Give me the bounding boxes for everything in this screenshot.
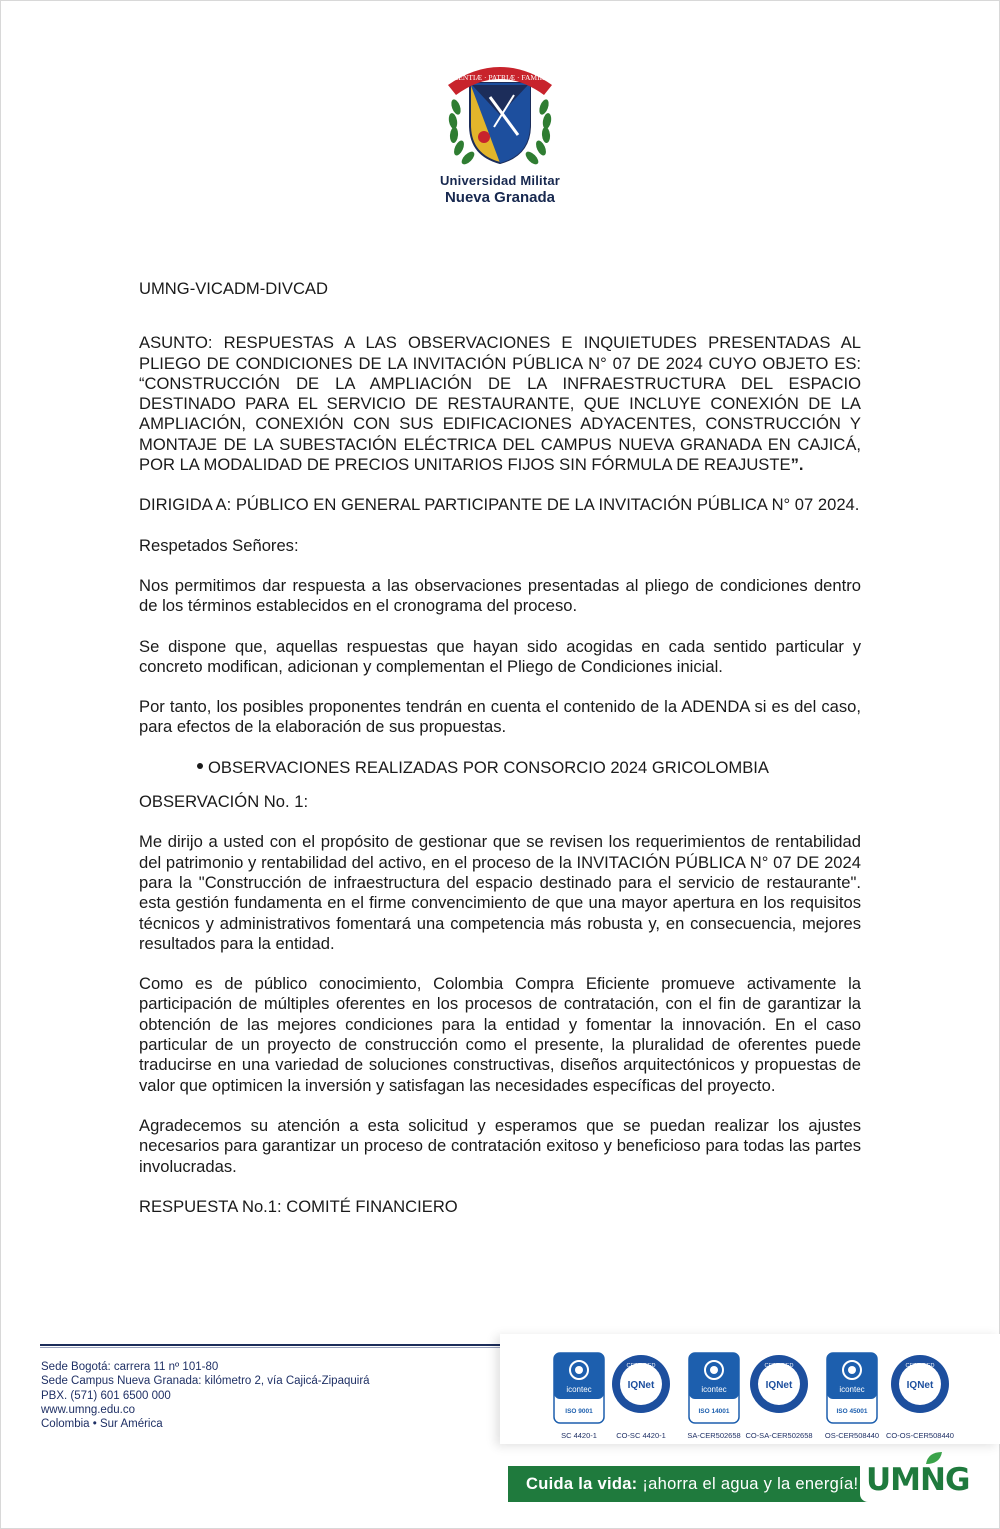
cert-code: CO-SC 4420-1 bbox=[616, 1431, 666, 1440]
slogan-bold: Cuida la vida: bbox=[526, 1475, 638, 1493]
svg-text:ISO 9001: ISO 9001 bbox=[565, 1408, 593, 1415]
address-line: PBX. (571) 601 6500 000 bbox=[41, 1389, 171, 1402]
subject-close: ”. bbox=[790, 455, 804, 475]
icontec-iso45001-badge-icon bbox=[826, 1352, 878, 1424]
paragraph-1: Nos permitimos dar respuesta a las observaciones presentadas al pliego de condiciones dentro de los términos establecidos en el cronograma del proceso. bbox=[139, 575, 861, 616]
website-link[interactable]: www.umng.edu.co bbox=[41, 1403, 135, 1416]
addressed-to: DIRIGIDA A: PÚBLICO EN GENERAL PARTICIPANTE DE LA INVITACIÓN PÚBLICA N° 07 2024. bbox=[139, 495, 860, 515]
cert-code: SC 4420-1 bbox=[561, 1431, 597, 1440]
svg-text:CERTIFIED: CERTIFIED bbox=[905, 1363, 935, 1369]
observation-paragraph-2: Como es de público conocimiento, Colombia Compra Eficiente promueve activamente la participación de múltiples oferentes en los procesos de contratación, con el fin de garantizar la obtención de las mejores condiciones para la entidad y fomentar la innovación. En el caso particular de un proyecto de construcción como el presente, la pluralidad de oferentes puede traducirse en una variedad de soluciones constructivas, diseños arquitectónicos y propuestas de valor que optimicen la inversión y satisfagan las necesidades específicas del proyecto. bbox=[139, 974, 861, 1095]
svg-text:CERTIFIED: CERTIFIED bbox=[626, 1363, 656, 1369]
paragraph-2: Se dispone que, aquellas respuestas que hayan sido acogidas en cada sentido particular y concreto modifican, adicionan y complementan el Pliego de Condiciones inicial. bbox=[139, 636, 861, 676]
observation-title: OBSERVACIÓN No. 1: bbox=[139, 792, 309, 812]
leaf-icon bbox=[924, 1450, 944, 1466]
cert-code: CO-SA-CER502658 bbox=[745, 1431, 813, 1440]
iqnet-certified-badge-icon bbox=[749, 1354, 809, 1414]
document-subject bbox=[139, 333, 861, 475]
svg-text:IQNet: IQNet bbox=[765, 1380, 793, 1391]
svg-text:IQNet: IQNet bbox=[906, 1380, 934, 1391]
cert-code: OS-CER508440 bbox=[824, 1431, 880, 1440]
greeting: Respetados Señores: bbox=[139, 535, 299, 555]
icontec-iso14001-badge-icon bbox=[688, 1352, 740, 1424]
svg-text:ISO 45001: ISO 45001 bbox=[836, 1408, 868, 1415]
svg-text:icontec: icontec bbox=[566, 1385, 592, 1394]
address-line: Colombia • Sur América bbox=[41, 1418, 163, 1431]
cert-code: CO-OS-CER508440 bbox=[886, 1431, 954, 1440]
icontec-iso9001-badge-icon bbox=[553, 1352, 605, 1424]
footer-divider-thin bbox=[40, 1347, 510, 1348]
svg-text:IQNet: IQNet bbox=[627, 1380, 655, 1391]
slogan-text bbox=[526, 1475, 858, 1494]
footer-address bbox=[41, 1360, 370, 1431]
svg-text:CERTIFIED: CERTIFIED bbox=[764, 1363, 794, 1369]
address-line: Sede Bogotá: carrera 11 nº 101-80 bbox=[41, 1361, 219, 1373]
observation-paragraph-1: Me dirijo a usted con el propósito de gestionar que se revisen los requerimientos de rentabilidad del patrimonio y rentabilidad del activo, en el proceso de la INVITACIÓN PÚBLICA N° 07 DE 2024 para la "Construcción de infraestructura del espacio destinado para el servicio de restaurante". esta gestión fundamenta en el firme convencimiento de que una mayor apertura en los requisitos técnicos y administrativos fomentará una competencia más robusta y, en consecuencia, mejores resultados para la entidad. bbox=[139, 832, 861, 953]
svg-text:icontec: icontec bbox=[701, 1385, 727, 1394]
paragraph-3: Por tanto, los posibles proponentes tendrán en cuenta el contenido de la ADENDA si es del caso, para efectos de la elaboración de sus propuestas. bbox=[139, 697, 861, 737]
umng-brand-mark: UMNG bbox=[866, 1462, 970, 1498]
subject-text: ASUNTO: RESPUESTAS A LAS OBSERVACIONES E INQUIETUDES PRESENTADAS AL PLIEGO DE CONDICIONES DE LA INVITACIÓN PÚBLICA N° 07 DE 2024 CUYO OBJETO ES: “CONSTRUCCIÓN DE LA AMPLIACIÓN DE LA INFRAESTRUCTURA DEL ESPACIO DESTINADO PARA EL SERVICIO DE RESTAURANTE, QUE INCLUYE CONEXIÓN DE LA AMPLIACIÓN, CONEXIÓN CON SUS EDIFICACIONES ADYACENTES, CONSTRUCCIÓN Y MONTAJE DE LA SUBESTACIÓN ELÉCTRICA DEL CAMPUS NUEVA GRANADA EN CAJICÁ, POR LA MODALIDAD DE PRECIOS UNITARIOS FIJOS SIN FÓRMULA DE REAJUSTE bbox=[139, 333, 861, 475]
bullet-item bbox=[139, 758, 861, 778]
observation-paragraph-3: Agradecemos su atención a esta solicitud y esperamos que se puedan realizar los ajustes necesarios para garantizar un proceso de contratación exitoso y beneficioso para todas las partes involucradas. bbox=[139, 1115, 861, 1176]
bullet-icon bbox=[197, 763, 203, 769]
university-name bbox=[420, 172, 580, 206]
svg-text:icontec: icontec bbox=[839, 1385, 865, 1394]
document-body bbox=[139, 279, 861, 1217]
bullet-text: OBSERVACIONES REALIZADAS POR CONSORCIO 2024 GRICOLOMBIA bbox=[208, 757, 769, 777]
crest-motto: SCIENTIÆ · PATRIÆ · FAMILIÆ bbox=[446, 73, 554, 82]
iqnet-certified-badge-icon bbox=[611, 1354, 671, 1414]
iqnet-certified-badge-icon bbox=[890, 1354, 950, 1414]
cert-code: SA-CER502658 bbox=[687, 1431, 741, 1440]
university-name-line1: Universidad Militar bbox=[439, 173, 561, 188]
university-name-line2: Nueva Granada bbox=[444, 189, 556, 206]
document-reference: UMNG-VICADM-DIVCAD bbox=[139, 279, 328, 298]
footer-divider bbox=[40, 1344, 510, 1346]
address-line: Sede Campus Nueva Granada: kilómetro 2, vía Cajicá-Zipaquirá bbox=[41, 1375, 370, 1388]
response-title: RESPUESTA No.1: COMITÉ FINANCIERO bbox=[139, 1196, 458, 1216]
svg-text:ISO 14001: ISO 14001 bbox=[698, 1408, 730, 1415]
slogan-rest: ¡ahorra el agua y la energía! bbox=[637, 1475, 859, 1493]
